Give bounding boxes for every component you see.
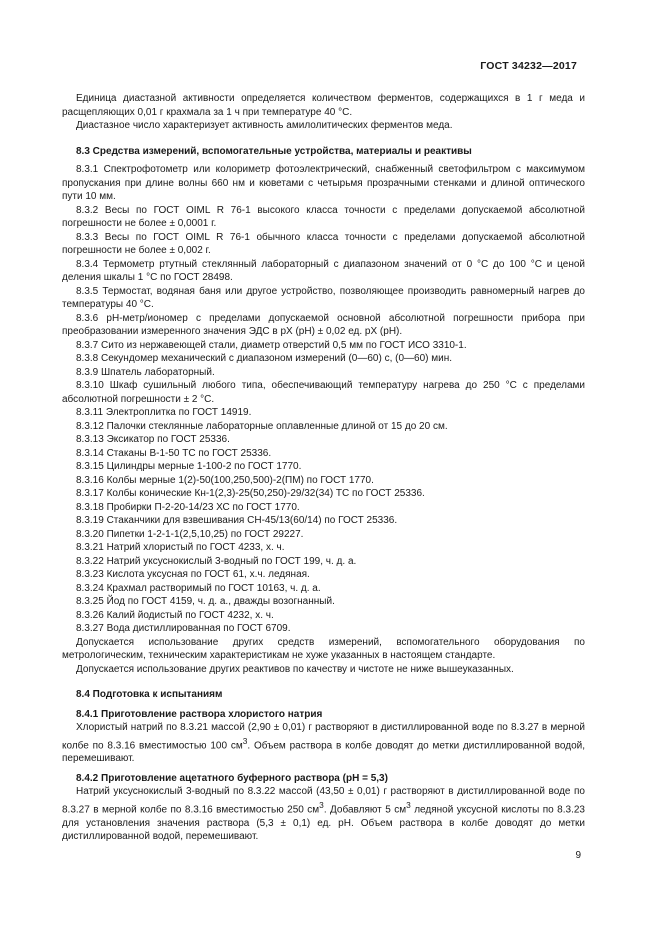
text-run: Натрий уксуснокислый 3-водный по 8.3.22 массой (43,50 ± 0,01) г растворяют в дистиллированной воде по 8.3.27 в мерной колбе по 8.3.16 вместимостью 250 см bbox=[62, 786, 585, 816]
superscript: 3 bbox=[406, 799, 411, 810]
superscript: 3 bbox=[319, 799, 324, 810]
list-item: 8.3.7 Сито из нержавеющей стали, диаметр отверстий 0,5 мм по ГОСТ ИСО 3310-1. bbox=[76, 339, 467, 351]
list-item: 8.3.4 Термометр ртутный стеклянный лабораторный с диапазоном значений от 0 °С до 100 °С и ценой деления шкалы 1 °С по ГОСТ 28498. bbox=[62, 258, 585, 283]
list-item: 8.3.26 Калий йодистый по ГОСТ 4232, х. ч. bbox=[76, 609, 274, 621]
page-number: 9 bbox=[575, 850, 581, 861]
list-item: 8.3.21 Натрий хлористый по ГОСТ 4233, х. ч. bbox=[76, 542, 285, 553]
list-item: 8.3.18 Пробирки П-2-20-14/23 ХС по ГОСТ 1770. bbox=[76, 501, 300, 513]
list-item: 8.3.17 Колбы конические Кн-1(2,3)-25(50,250)-29/32(34) ТС по ГОСТ 25336. bbox=[76, 488, 425, 499]
subsection-8-4-2-title: 8.4.2 Приготовление ацетатного буферного раствора (рН = 5,3) bbox=[76, 772, 388, 784]
list-item: 8.3.5 Термостат, водяная баня или другое устройство, позволяющее производить равномерный нагрев до температуры 40 °С. bbox=[62, 285, 585, 310]
list-item: 8.3.15 Цилиндры мерные 1-100-2 по ГОСТ 1770. bbox=[76, 461, 302, 472]
list-item: 8.3.14 Стаканы В-1-50 ТС по ГОСТ 25336. bbox=[76, 447, 272, 459]
subsection-8-4-1-title: 8.4.1 Приготовление раствора хлористого натрия bbox=[76, 708, 323, 720]
list-item: 8.3.8 Секундомер механический с диапазоном измерений (0—60) с, (0—60) мин. bbox=[76, 353, 453, 364]
note-paragraph-1: Допускается использование других средств измерений, вспомогательного оборудования по метрологическим, техническим характеристикам не хуже указанных в настоящем стандарте. bbox=[62, 636, 585, 661]
list-item: 8.3.12 Палочки стеклянные лабораторные оплавленные длиной от 15 до 20 см. bbox=[76, 420, 448, 432]
section-8-3-list bbox=[62, 163, 585, 636]
list-item: 8.3.2 Весы по ГОСТ OIML R 76-1 высокого класса точности с пределами допускаемой абсолютной погрешности не более ± 0,0001 г. bbox=[62, 204, 585, 229]
list-item: 8.3.22 Натрий уксуснокислый 3-водный по ГОСТ 199, ч. д. а. bbox=[76, 555, 357, 567]
list-item: 8.3.23 Кислота уксусная по ГОСТ 61, х.ч. ледяная. bbox=[76, 569, 310, 580]
text-run: . Добавляют 5 см bbox=[323, 804, 407, 816]
section-8-4-title: 8.4 Подготовка к испытаниям bbox=[76, 689, 223, 700]
page-content bbox=[62, 92, 585, 844]
list-item: 8.3.9 Шпатель лабораторный. bbox=[76, 366, 215, 378]
list-item: 8.3.16 Колбы мерные 1(2)-50(100,250,500)-2(ПМ) по ГОСТ 1770. bbox=[76, 474, 374, 486]
subsection-8-4-1-text bbox=[62, 721, 585, 766]
intro-paragraph-2: Диастазное число характеризует активность амилолитических ферментов меда. bbox=[76, 120, 453, 131]
text-run: . Объем раствора в колбе доводят до метки дистиллированной водой, перемешивают. bbox=[62, 739, 585, 765]
list-item: 8.3.27 Вода дистиллированная по ГОСТ 6709. bbox=[76, 623, 291, 634]
document-code: ГОСТ 34232—2017 bbox=[480, 60, 577, 72]
intro-paragraph-1: Единица диастазной активности определяется количеством ферментов, содержащихся в 1 г меда и расщепляющих 0,01 г крахмала за 1 ч при температуре 40 °С. bbox=[62, 93, 585, 118]
subsection-8-4-2-text bbox=[62, 785, 585, 843]
list-item: 8.3.20 Пипетки 1-2-1-1(2,5,10,25) по ГОСТ 29227. bbox=[76, 528, 304, 540]
note-paragraph-2: Допускается использование других реактивов по качеству и чистоте не ниже вышеуказанных. bbox=[76, 663, 514, 675]
text-run: ледяной уксусной кислоты по 8.3.23 для установления значения раствора (5,3 ± 0,1) ед. рН. Объем раствора в колбе доводят до метки дистиллированной водой, перемешивают. bbox=[62, 804, 585, 843]
list-item: 8.3.13 Эксикатор по ГОСТ 25336. bbox=[76, 434, 230, 445]
list-item: 8.3.6 рН-метр/иономер с пределами допускаемой основной абсолютной погрешности прибора при преобразовании измеренного значения ЭДС в pX (pH) ± 0,02 ед. pX (pH). bbox=[62, 312, 585, 337]
list-item: 8.3.11 Электроплитка по ГОСТ 14919. bbox=[76, 407, 252, 418]
text-run: Хлористый натрий по 8.3.21 массой (2,90 ± 0,01) г растворяют в дистиллированной воде по 8.3.27 в мерной колбе по 8.3.16 вместимостью 100 см bbox=[62, 722, 585, 751]
list-item: 8.3.1 Спектрофотометр или колориметр фотоэлектрический, снабженный светофильтром с максимумом пропускания при длине волны 660 нм и кюветами с четырьмя прозрачными стенками и длиной оптического пути 10 мм. bbox=[62, 164, 585, 202]
section-8-3-title: 8.3 Средства измерений, вспомогательные устройства, материалы и реактивы bbox=[76, 145, 472, 157]
list-item: 8.3.19 Стаканчики для взвешивания СН-45/13(60/14) по ГОСТ 25336. bbox=[76, 515, 398, 526]
list-item: 8.3.25 Йод по ГОСТ 4159, ч. д. а., дважды возогнанный. bbox=[76, 596, 335, 607]
superscript: 3 bbox=[242, 735, 248, 746]
list-item: 8.3.24 Крахмал растворимый по ГОСТ 10163, ч. д. а. bbox=[76, 582, 321, 594]
list-item: 8.3.3 Весы по ГОСТ OIML R 76-1 обычного класса точности с пределами допускаемой абсолютной погрешности не более ± 0,002 г. bbox=[62, 231, 585, 256]
list-item: 8.3.10 Шкаф сушильный любого типа, обеспечивающий температуру нагрева до 250 °С с пределами абсолютной погрешности ± 2 °С. bbox=[62, 380, 585, 405]
